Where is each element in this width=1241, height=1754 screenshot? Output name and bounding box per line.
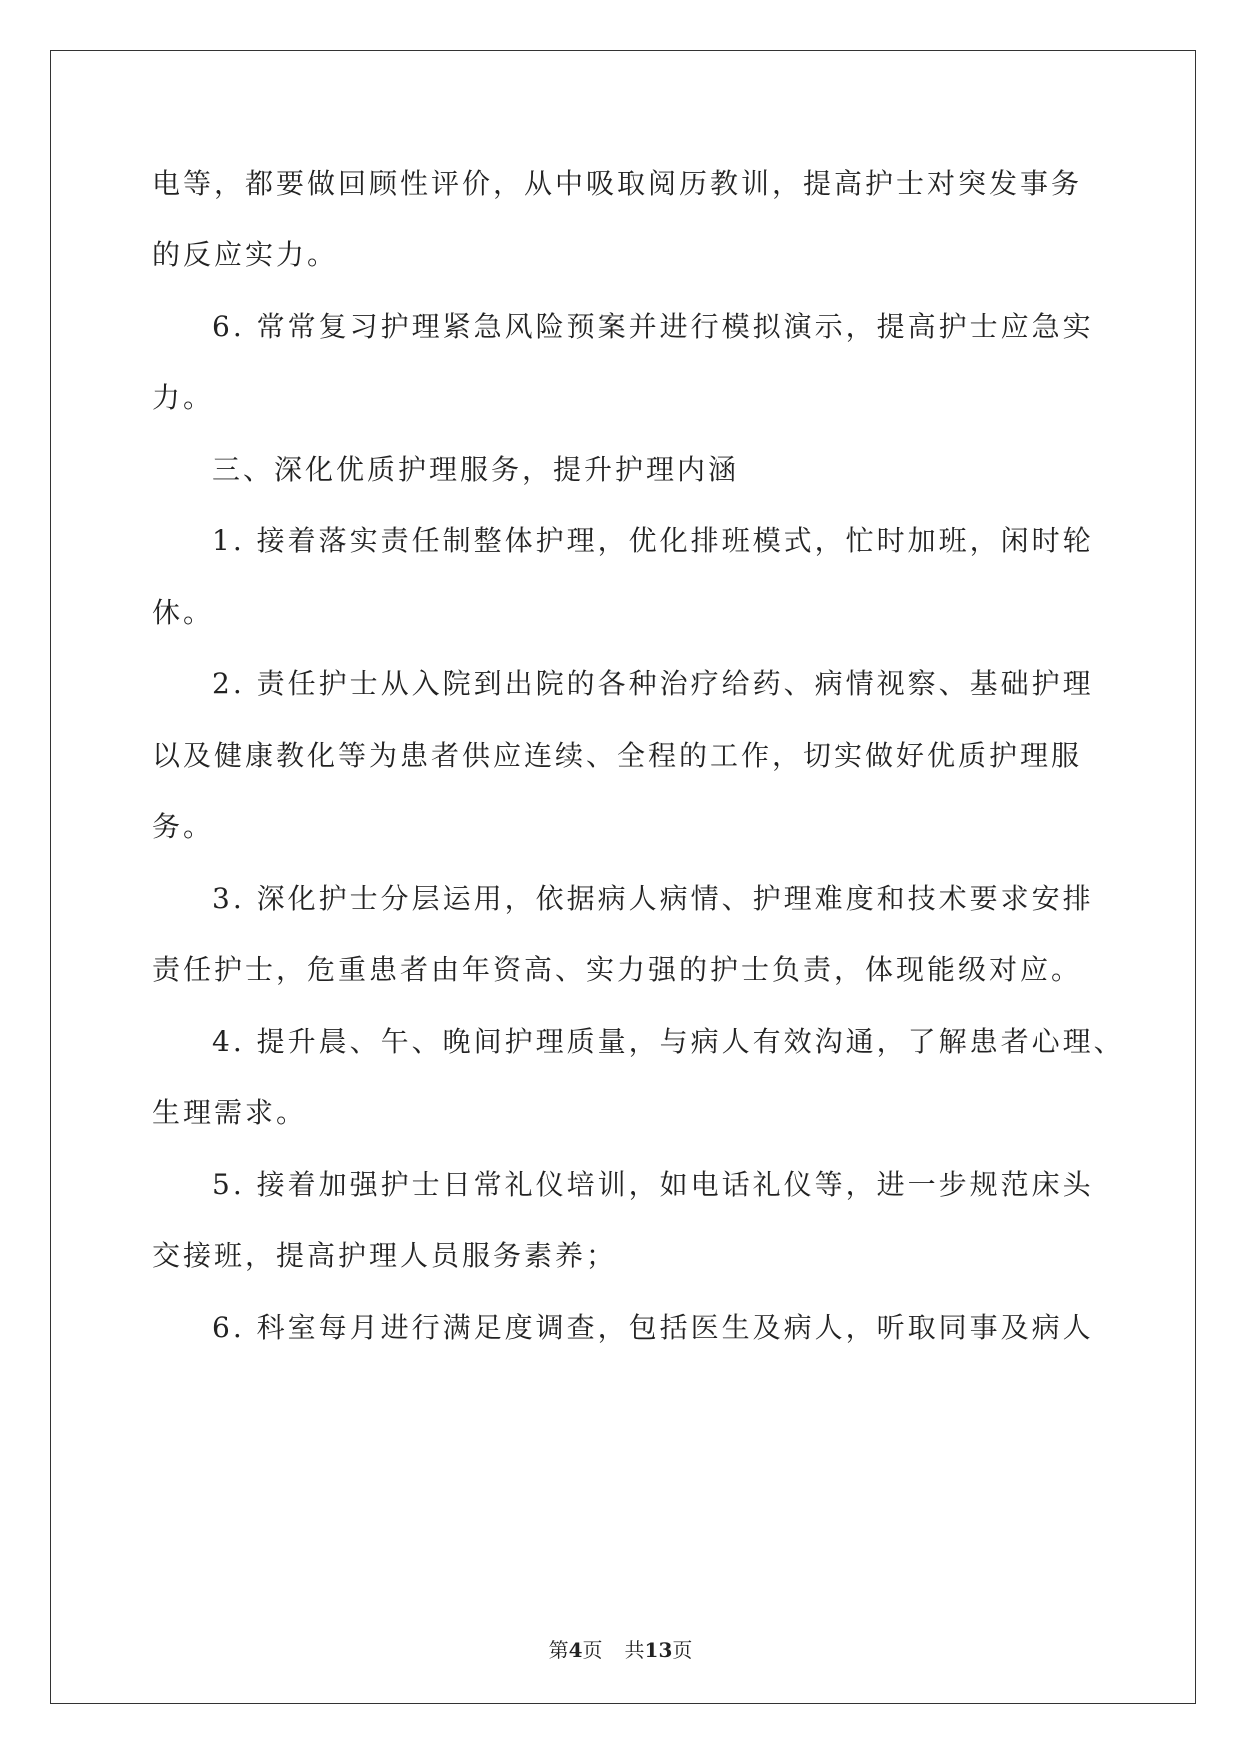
text-line: 5. 接着加强护士日常礼仪培训，如电话礼仪等，进一步规范床头 (212, 1168, 1094, 1201)
page-footer (0, 1638, 1241, 1662)
text-line: 交接班，提高护理人员服务素养； (152, 1239, 618, 1272)
text-line: 的反应实力。 (152, 238, 339, 271)
text-line: 1. 接着落实责任制整体护理，优化排班模式，忙时加班，闲时轮 (212, 524, 1094, 557)
text-line: 电等，都要做回顾性评价，从中吸取阅历教训，提高护士对突发事务 (152, 167, 1083, 200)
text-line: 责任护士，危重患者由年资高、实力强的护士负责，体现能级对应。 (152, 953, 1083, 986)
total-prefix: 共 (624, 1638, 645, 1662)
text-line: 生理需求。 (152, 1096, 308, 1129)
text-line: 以及健康教化等为患者供应连续、全程的工作，切实做好优质护理服 (152, 739, 1083, 772)
text-line: 4. 提升晨、午、晚间护理质量，与病人有效沟通，了解患者心理、 (212, 1025, 1125, 1058)
text-line: 务。 (152, 810, 215, 843)
page-border (50, 50, 1196, 1704)
text-line: 2. 责任护士从入院到出院的各种治疗给药、病情视察、基础护理 (212, 667, 1094, 700)
text-line: 6. 常常复习护理紧急风险预案并进行模拟演示，提高护士应急实 (212, 310, 1094, 343)
text-line: 3. 深化护士分层运用，依据病人病情、护理难度和技术要求安排 (212, 882, 1094, 915)
section-heading: 三、深化优质护理服务，提升护理内涵 (212, 453, 740, 486)
page-number: 4 (568, 1638, 583, 1662)
total-suffix: 页 (672, 1638, 693, 1662)
page-suffix: 页 (582, 1638, 603, 1662)
text-line: 休。 (152, 596, 215, 629)
text-line: 6. 科室每月进行满足度调查，包括医生及病人，听取同事及病人 (212, 1311, 1094, 1344)
total-pages: 13 (644, 1638, 673, 1662)
text-line: 力。 (152, 381, 215, 414)
page-prefix: 第 (548, 1638, 569, 1662)
